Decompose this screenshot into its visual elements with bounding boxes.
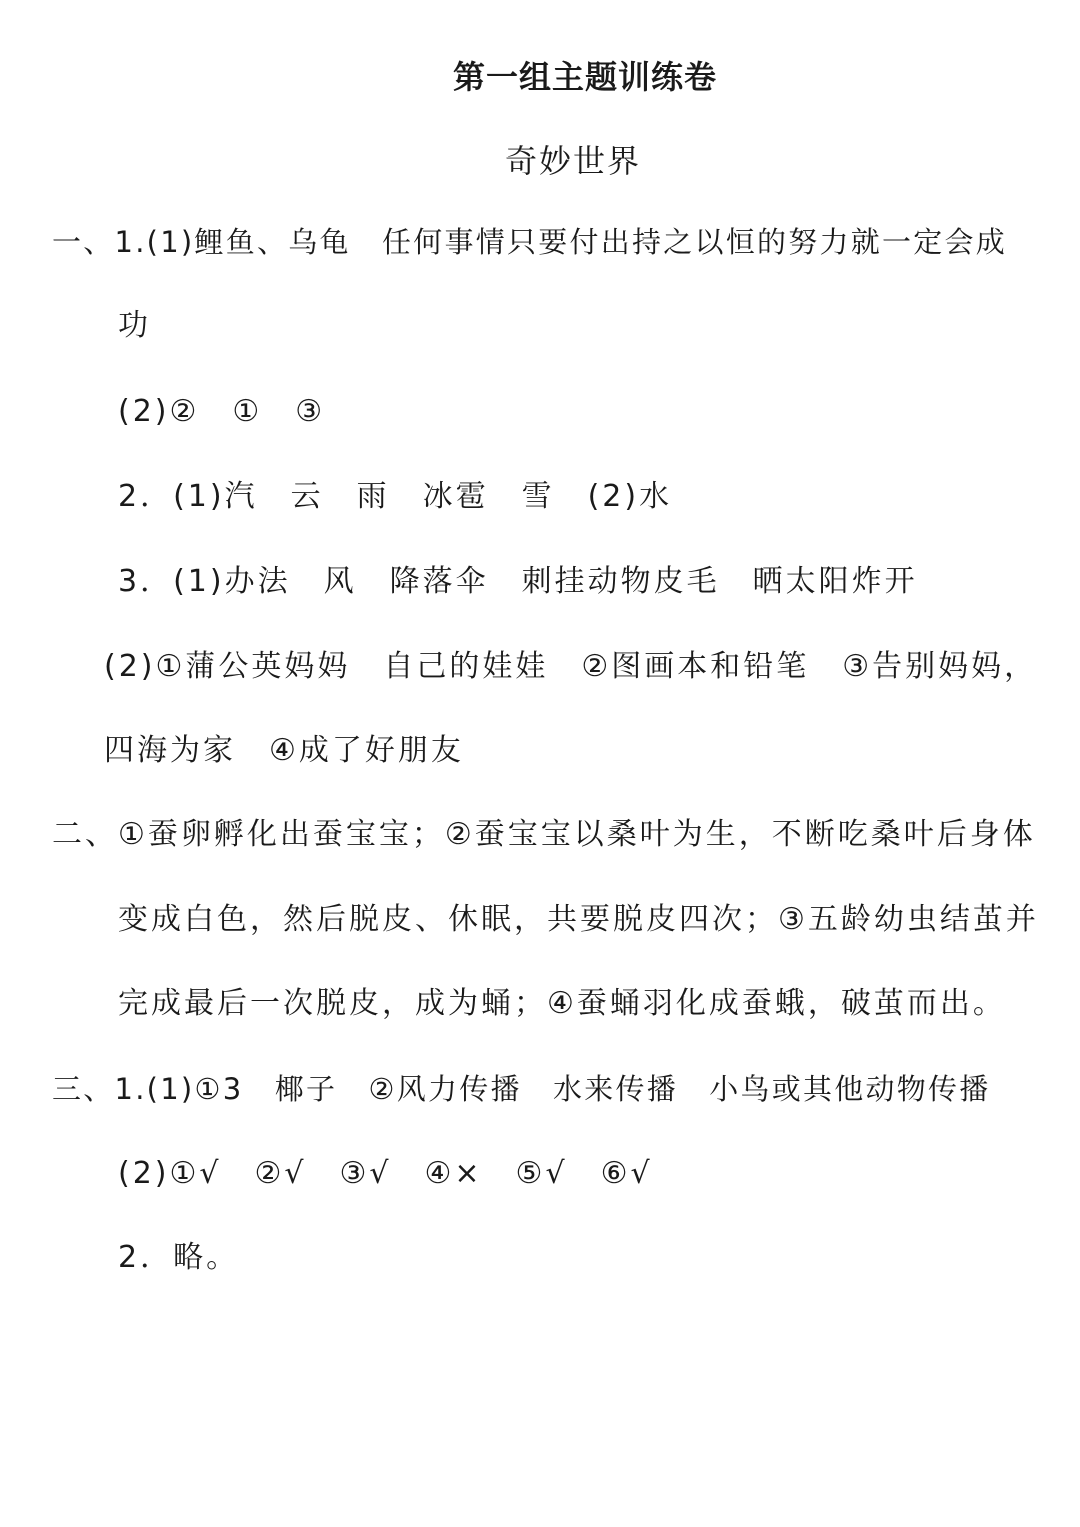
- page-subtitle: 奇妙世界: [504, 142, 641, 180]
- answer-line-10: 完成最后一次脱皮，成为蛹；④蚕蛹羽化成蚕蛾，破茧而出。: [118, 986, 1006, 1021]
- answer-line-3: (2)② ① ③: [118, 394, 326, 429]
- answer-line-12: (2)①√ ②√ ③√ ④× ⑤√ ⑥√: [118, 1156, 653, 1191]
- answer-line-4: 2．(1)汽 云 雨 冰雹 雪 (2)水: [118, 479, 673, 514]
- answer-line-13: 2．略。: [118, 1240, 240, 1275]
- answer-line-7: 四海为家 ④成了好朋友: [104, 733, 464, 768]
- answer-line-8: 二、①蚕卵孵化出蚕宝宝；②蚕宝宝以桑叶为生，不断吃桑叶后身体: [52, 817, 1036, 852]
- answer-line-6: (2)①蒲公英妈妈 自己的娃娃 ②图画本和铅笔 ③告别妈妈，: [104, 649, 1038, 684]
- answer-line-1: 一、1.(1)鲤鱼、乌龟 任何事情只要付出持之以恒的努力就一定会成: [52, 225, 1007, 259]
- answer-line-5: 3．(1)办法 风 降落伞 刺挂动物皮毛 晒太阳炸开: [118, 564, 918, 599]
- answer-line-11: 三、1.(1)①3 椰子 ②风力传播 水来传播 小鸟或其他动物传播: [52, 1072, 991, 1106]
- page-title: 第一组主题训练卷: [452, 58, 717, 96]
- answer-line-9: 变成白色，然后脱皮、休眠，共要脱皮四次；③五龄幼虫结茧并: [118, 902, 1039, 937]
- answer-line-2: 功: [118, 308, 151, 343]
